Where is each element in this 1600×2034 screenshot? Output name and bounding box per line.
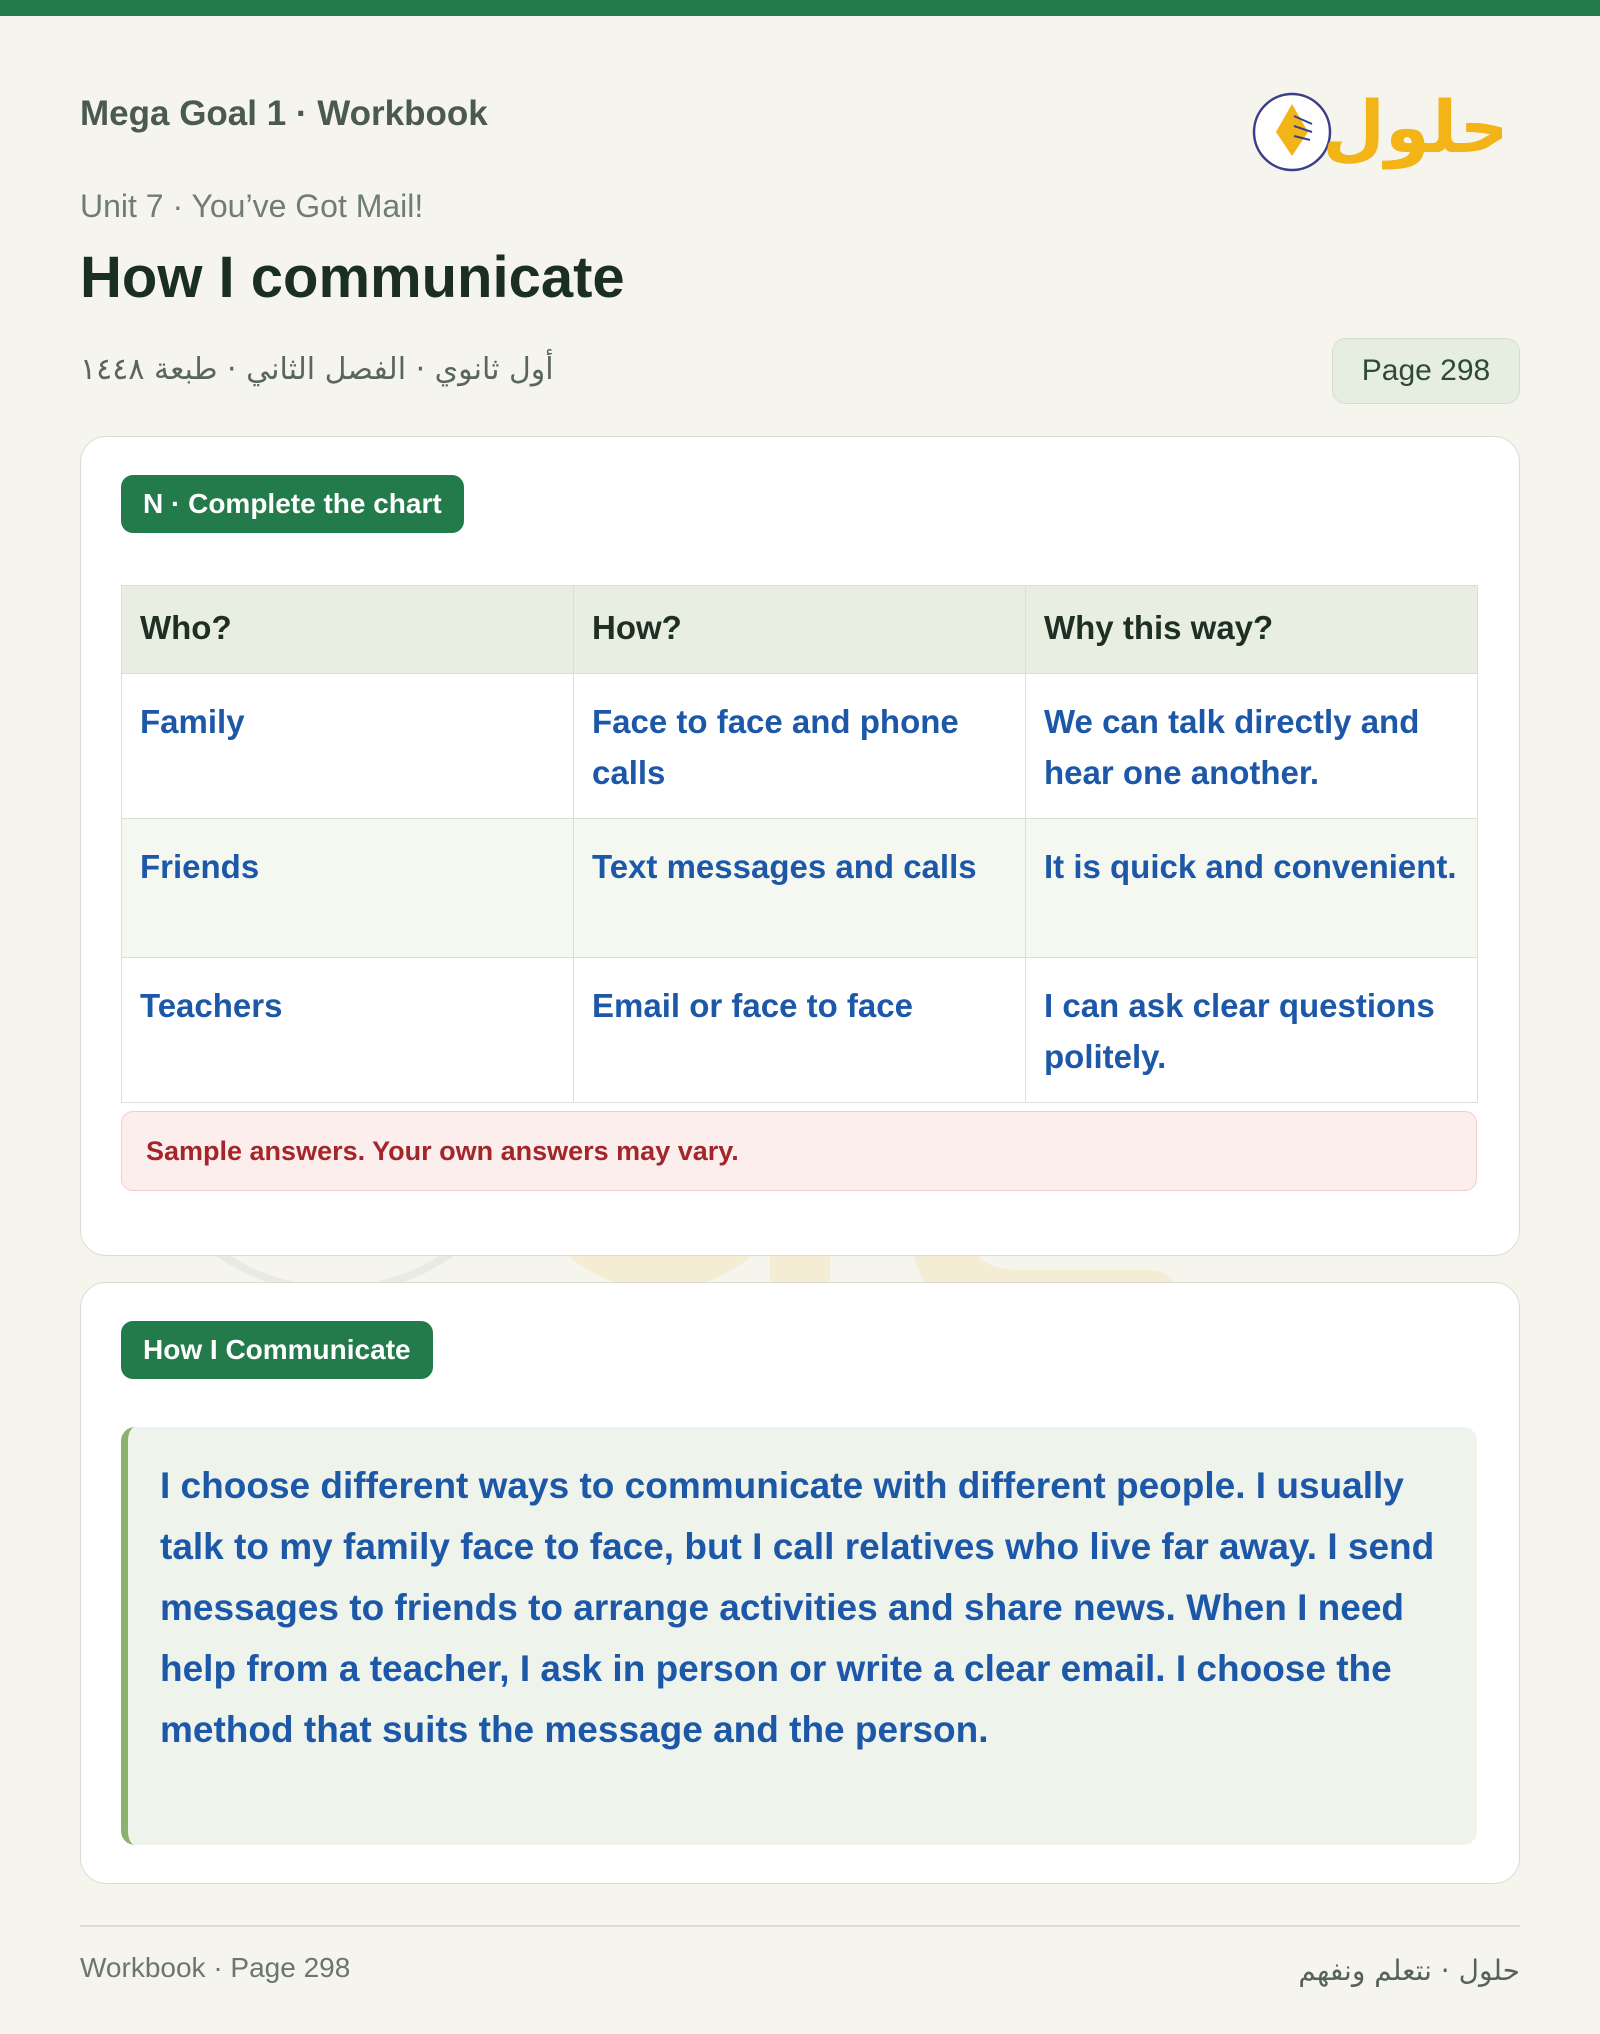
logo-icon bbox=[1242, 64, 1502, 184]
sample-answers-note: Sample answers. Your own answers may vary. bbox=[121, 1111, 1477, 1191]
footer-brand-tagline: حلول · نتعلم ونفهم bbox=[1298, 1954, 1520, 1987]
table-cell: Text messages and calls bbox=[574, 819, 1026, 958]
paragraph-tag: How I Communicate bbox=[121, 1321, 433, 1379]
table-cell: Friends bbox=[122, 819, 574, 958]
top-accent-bar bbox=[0, 0, 1600, 16]
page-number-badge: Page 298 bbox=[1332, 338, 1520, 404]
column-header-why: Why this way? bbox=[1026, 586, 1478, 674]
unit-subtitle: Unit 7 · You’ve Got Mail! bbox=[80, 188, 424, 224]
table-header-row bbox=[122, 586, 1478, 674]
logo-wordmark: حلول bbox=[1322, 85, 1502, 169]
table-cell: Face to face and phone calls bbox=[574, 674, 1026, 819]
book-title: Mega Goal 1 · Workbook bbox=[80, 94, 488, 133]
arabic-grade-info: أول ثانوي · الفصل الثاني · طبعة ١٤٤٨ bbox=[80, 352, 554, 387]
footer-page-label: Workbook · Page 298 bbox=[80, 1952, 351, 1983]
exercise-tag: N · Complete the chart bbox=[121, 475, 464, 533]
table-cell: Email or face to face bbox=[574, 958, 1026, 1103]
paragraph-text: I choose different ways to communicate with different people. I usually talk to my family face to face, but I call relatives who live far away. I send messages to friends to arrange activities and share news. When I need help from a teacher, I ask in person or write a clear email. I choose the method that suits the message and the person. bbox=[160, 1465, 1435, 1750]
page-title: How I communicate bbox=[80, 245, 625, 310]
footer-divider bbox=[80, 1925, 1520, 1927]
table-cell: We can talk directly and hear one another. bbox=[1026, 674, 1478, 819]
table-row bbox=[122, 958, 1478, 1103]
table-row bbox=[122, 674, 1478, 819]
table-row bbox=[122, 819, 1478, 958]
paragraph-card bbox=[80, 1282, 1520, 1884]
column-header-who: Who? bbox=[122, 586, 574, 674]
paragraph-box bbox=[121, 1427, 1477, 1845]
hulool-logo bbox=[1242, 64, 1502, 184]
column-header-how: How? bbox=[574, 586, 1026, 674]
table-cell: Family bbox=[122, 674, 574, 819]
table-cell: Teachers bbox=[122, 958, 574, 1103]
chart-exercise-card bbox=[80, 436, 1520, 1256]
communication-chart-table bbox=[121, 585, 1478, 1103]
table-cell: I can ask clear questions politely. bbox=[1026, 958, 1478, 1103]
page-header bbox=[80, 16, 1520, 426]
table-cell: It is quick and convenient. bbox=[1026, 819, 1478, 958]
